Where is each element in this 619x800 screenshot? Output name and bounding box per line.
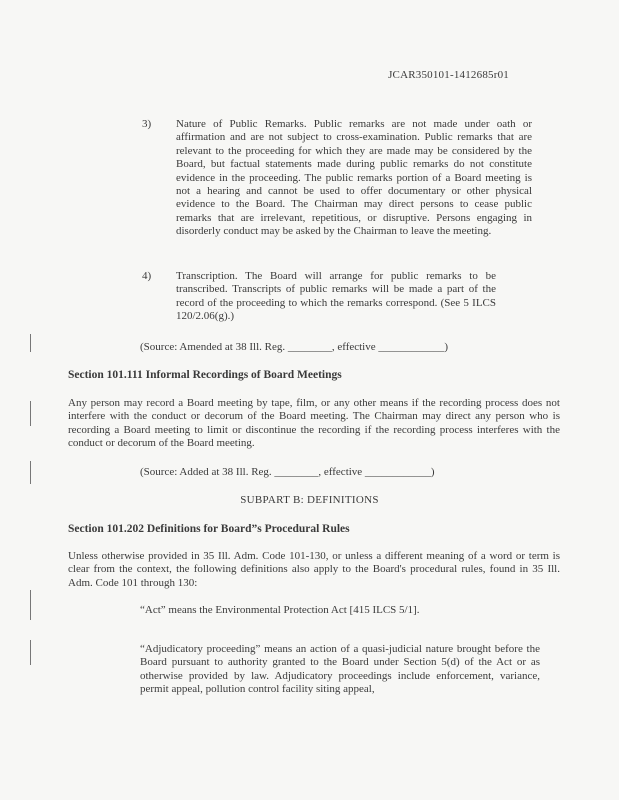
section-101-202-text: Unless otherwise provided in 35 Ill. Adm. Code 101-130, or unless a different meaning of a word or term is clear from the context, the following definitions also apply to the Board's procedural rules, found in 35 Ill. Adm. Code 101 through 130: [68,550,560,589]
revision-bar [30,334,31,352]
item-3-text: Nature of Public Remarks. Public remarks are not made under oath or affirmation and are not subject to cross-examination. Public remarks that are relevant to the proceeding for which they are made may be considered by the Board, but factual statements made during public remarks do not constitute evidence in the proceeding. The public remarks portion of a Board meeting is not a hearing and cannot be used to offer documentary or other physical evidence to the Board. The Chairman may direct persons to cease public remarks that are irrelevant, repetitious, or disruptive. Persons engaging in disorderly conduct may be asked by the Chairman to leave the meeting. [176,118,532,238]
section-101-111-text: Any person may record a Board meeting by tape, film, or any other means if the recording process does not interfere with the conduct or decorum of the Board meeting. The Chairman may direct any person who is recording a Board meeting to limit or discontinue the recording if the recording process interferes with the conduct or decorum of the Board meeting. [68,397,560,450]
document-id: JCAR350101-1412685r01 [388,69,509,81]
section-101-111-heading: Section 101.111 Informal Recordings of Board Meetings [68,369,342,381]
revision-bar [30,401,31,426]
item-4-number: 4) [142,270,152,282]
source-note-1: (Source: Amended at 38 Ill. Reg. ________, effective ____________) [140,341,449,353]
revision-bar [30,590,31,620]
source-note-2: (Source: Added at 38 Ill. Reg. ________, effective ____________) [140,466,435,478]
definition-adjudicatory-proceeding: “Adjudicatory proceeding” means an action of a quasi-judicial nature brought before the Board pursuant to authority granted to the Board under Section 5(d) of the Act or as otherwise provided by law. Adjudicatory proceedings include enforcement, variance, permit appeal, pollution control facility siting appeal, [140,643,540,696]
section-101-202-heading: Section 101.202 Definitions for Board”s Procedural Rules [68,523,350,535]
revision-bar [30,461,31,484]
revision-bar [30,640,31,665]
item-3-number: 3) [142,118,152,130]
subpart-title: SUBPART B: DEFINITIONS [240,494,379,506]
item-4-text: Transcription. The Board will arrange for public remarks to be transcribed. Transcripts of public remarks will be made a part of the record of the proceeding to which the remarks correspond. (See 5 ILCS 120/2.06(g).) [176,270,496,323]
definition-act: “Act” means the Environmental Protection Act [415 ILCS 5/1]. [140,604,420,616]
